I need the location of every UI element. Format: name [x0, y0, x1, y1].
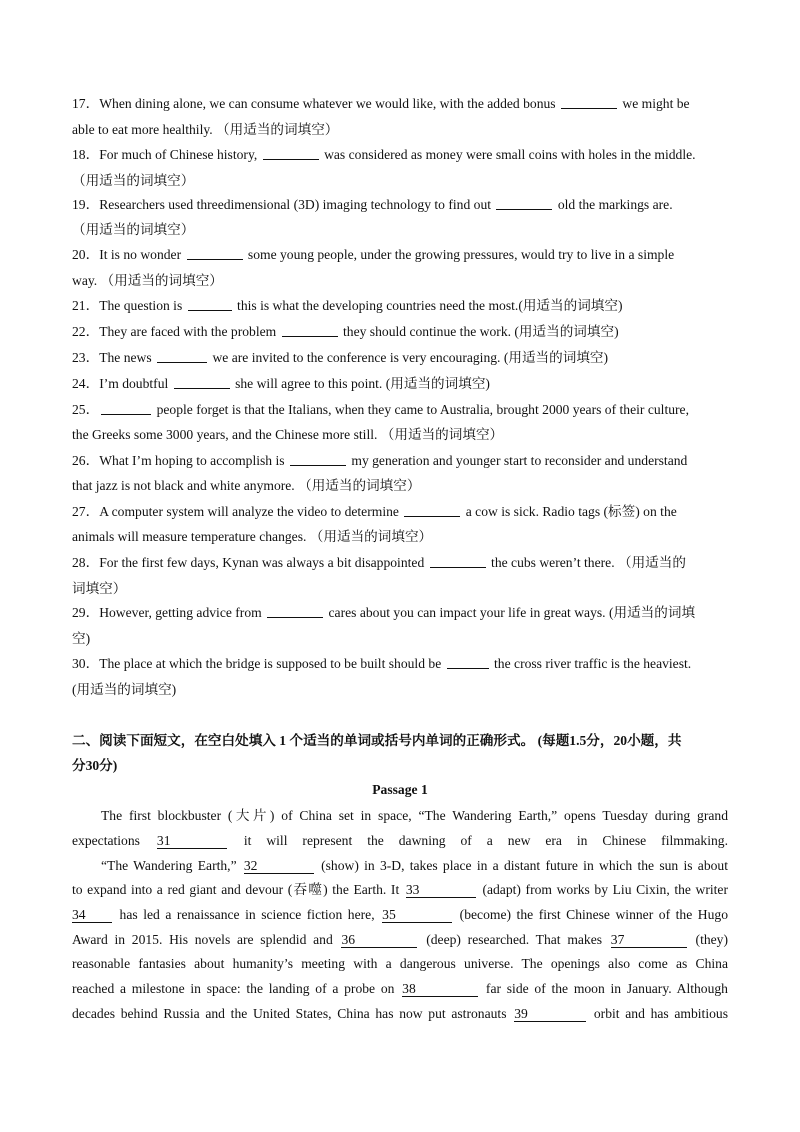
question-text: 词填空）	[72, 581, 127, 596]
question-text: the cubs weren’t there. （用适当的	[487, 555, 686, 570]
question-text: （用适当的词填空）	[72, 173, 195, 188]
question-text: they should continue the work. (用适当的词填空)	[339, 324, 619, 339]
question-text: that jazz is not black and white anymore. （用适当的词填空）	[72, 478, 421, 493]
question-18-cont	[72, 172, 194, 190]
answer-blank	[157, 361, 207, 363]
question-17-cont	[72, 121, 338, 139]
question-text: However, getting advice from	[99, 605, 266, 620]
question-29	[72, 604, 695, 622]
question-27-cont	[72, 528, 432, 546]
question-text: For the first few days, Kynan was always a bit disappointed	[99, 555, 428, 570]
question-number: 17．	[72, 96, 100, 111]
passage-line: The first blockbuster (大片) of China set in space, “The Wandering Earth,” opens Tuesday during grand	[101, 808, 728, 823]
passage-text: decades behind Russia and the United States, China has now put astronauts	[72, 1006, 513, 1021]
passage-title: Passage 1	[372, 782, 428, 797]
answer-blank	[290, 464, 346, 466]
question-19	[72, 196, 673, 214]
question-text: this is what the developing countries need the most.(用适当的词填空)	[233, 298, 623, 313]
passage-text: expectations	[72, 833, 155, 848]
passage-text: far side of the moon in January. Although	[480, 981, 728, 996]
question-text: old the markings are.	[554, 197, 673, 212]
numbered-blank: 39	[514, 1007, 586, 1022]
numbered-blank: 37	[611, 933, 687, 948]
question-23	[72, 349, 608, 367]
answer-blank	[561, 107, 617, 109]
passage-text: (adapt) from works by Liu Cixin, the writer	[477, 882, 728, 897]
question-text: It is no wonder	[99, 247, 185, 262]
question-text: I’m doubtful	[99, 376, 172, 391]
passage-line	[72, 906, 728, 924]
numbered-blank: 35	[382, 908, 452, 923]
question-27	[72, 503, 677, 521]
question-text: was considered as money were small coins with holes in the middle.	[320, 147, 696, 162]
question-28	[72, 554, 686, 572]
question-17	[72, 95, 690, 113]
question-21	[72, 297, 623, 315]
question-28-cont	[72, 580, 126, 598]
passage-line	[72, 931, 728, 949]
numbered-blank: 32	[244, 859, 314, 874]
answer-blank	[404, 515, 460, 517]
answer-blank	[282, 335, 338, 337]
question-number: 27．	[72, 504, 100, 519]
answer-blank	[263, 158, 319, 160]
passage-line	[72, 832, 728, 850]
question-number: 30．	[72, 656, 100, 671]
question-text: way. （用适当的词填空）	[72, 273, 223, 288]
question-number: 18．	[72, 147, 100, 162]
question-text: They are faced with the problem	[99, 324, 280, 339]
question-text: able to eat more healthily. （用适当的词填空）	[72, 122, 339, 137]
question-text: （用适当的词填空）	[72, 222, 195, 237]
question-text: the Greeks some 3000 years, and the Chinese more still. （用适当的词填空）	[72, 427, 504, 442]
section-heading-cont: 分30分)	[72, 758, 118, 773]
answer-blank	[174, 387, 230, 389]
numbered-blank: 34	[72, 908, 112, 923]
answer-blank	[447, 667, 489, 669]
passage-text: orbit and has ambitious	[588, 1006, 728, 1021]
question-18	[72, 146, 696, 164]
passage-text: (show) in 3-D, takes place in a distant future in which the sun is about	[315, 858, 728, 873]
passage-text: (deep) researched. That makes	[419, 932, 609, 947]
answer-blank	[496, 208, 552, 210]
question-text: a cow is sick. Radio tags (标签) on the	[462, 504, 677, 519]
question-number: 21．	[72, 298, 100, 313]
question-number: 29．	[72, 605, 100, 620]
question-number: 23．	[72, 350, 100, 365]
answer-blank	[187, 258, 243, 260]
question-text: The question is	[99, 298, 186, 313]
answer-blank	[430, 566, 486, 568]
passage-text: has led a renaissance in science fiction here,	[114, 907, 381, 922]
question-text: people forget is that the Italians, when they came to Australia, brought 2000 years of their culture,	[153, 402, 689, 417]
question-text: the cross river traffic is the heaviest.	[490, 656, 692, 671]
question-30	[72, 655, 691, 673]
question-text: she will agree to this point. (用适当的词填空)	[231, 376, 490, 391]
question-text: What I’m hoping to accomplish is	[99, 453, 288, 468]
question-text: some young people, under the growing pressures, would try to live in a simple	[244, 247, 675, 262]
question-29-cont	[72, 630, 90, 648]
question-25	[72, 401, 689, 419]
question-26	[72, 452, 687, 470]
question-30-cont	[72, 681, 176, 699]
passage-text: (they)	[688, 932, 728, 947]
numbered-blank: 31	[157, 834, 227, 849]
question-number: 24．	[72, 376, 100, 391]
question-22	[72, 323, 619, 341]
passage-text: (become) the first Chinese winner of the Hugo	[454, 907, 728, 922]
passage-text: Award in 2015. His novels are splendid and	[72, 932, 340, 947]
question-text: we are invited to the conference is very encouraging. (用适当的词填空)	[209, 350, 609, 365]
numbered-blank: 36	[341, 933, 417, 948]
passage-line	[101, 857, 728, 875]
numbered-blank: 38	[402, 982, 478, 997]
question-text: Researchers used threedimensional (3D) imaging technology to find out	[99, 197, 495, 212]
question-text: The news	[99, 350, 156, 365]
question-24	[72, 375, 490, 393]
question-19-cont	[72, 221, 194, 239]
passage-text: “The Wandering Earth,”	[101, 858, 242, 873]
numbered-blank: 33	[406, 883, 476, 898]
question-number: 19．	[72, 197, 100, 212]
question-26-cont	[72, 477, 420, 495]
question-number: 20．	[72, 247, 100, 262]
question-number: 22．	[72, 324, 100, 339]
question-number: 28．	[72, 555, 100, 570]
question-text: A computer system will analyze the video to determine	[99, 504, 403, 519]
question-text: animals will measure temperature changes. （用适当的词填空）	[72, 529, 433, 544]
question-text: we might be	[618, 96, 690, 111]
answer-blank	[188, 309, 232, 311]
question-20-cont	[72, 272, 223, 290]
passage-line: reasonable fantasies about humanity’s meeting with a dangerous universe. The openings also come as China	[72, 956, 728, 971]
question-number: 25．	[72, 402, 100, 417]
passage-text: reached a milestone in space: the landing of a probe on	[72, 981, 401, 996]
question-text: When dining alone, we can consume whatever we would like, with the added bonus	[99, 96, 559, 111]
passage-text: it will represent the dawning of a new era in Chinese filmmaking.	[228, 833, 728, 848]
passage-line	[72, 881, 728, 899]
question-25-cont	[72, 426, 503, 444]
answer-blank	[267, 616, 323, 618]
passage-text: to expand into a red giant and devour (吞噬) the Earth. It	[72, 882, 404, 897]
question-text: (用适当的词填空)	[72, 682, 177, 697]
passage-line	[72, 1005, 728, 1023]
question-text: my generation and younger start to reconsider and understand	[347, 453, 688, 468]
question-text: For much of Chinese history,	[99, 147, 261, 162]
answer-blank	[101, 413, 151, 415]
question-text: The place at which the bridge is supposed to be built should be	[99, 656, 445, 671]
passage-line	[72, 980, 728, 998]
section-heading: 二、阅读下面短文，在空白处填入 1 个适当的单词或括号内单词的正确形式。 (每题1.5分，20小题，共	[72, 733, 682, 748]
question-text: cares about you can impact your life in great ways. (用适当的词填	[325, 605, 696, 620]
question-number: 26．	[72, 453, 100, 468]
question-20	[72, 246, 674, 264]
question-text: 空)	[72, 631, 91, 646]
